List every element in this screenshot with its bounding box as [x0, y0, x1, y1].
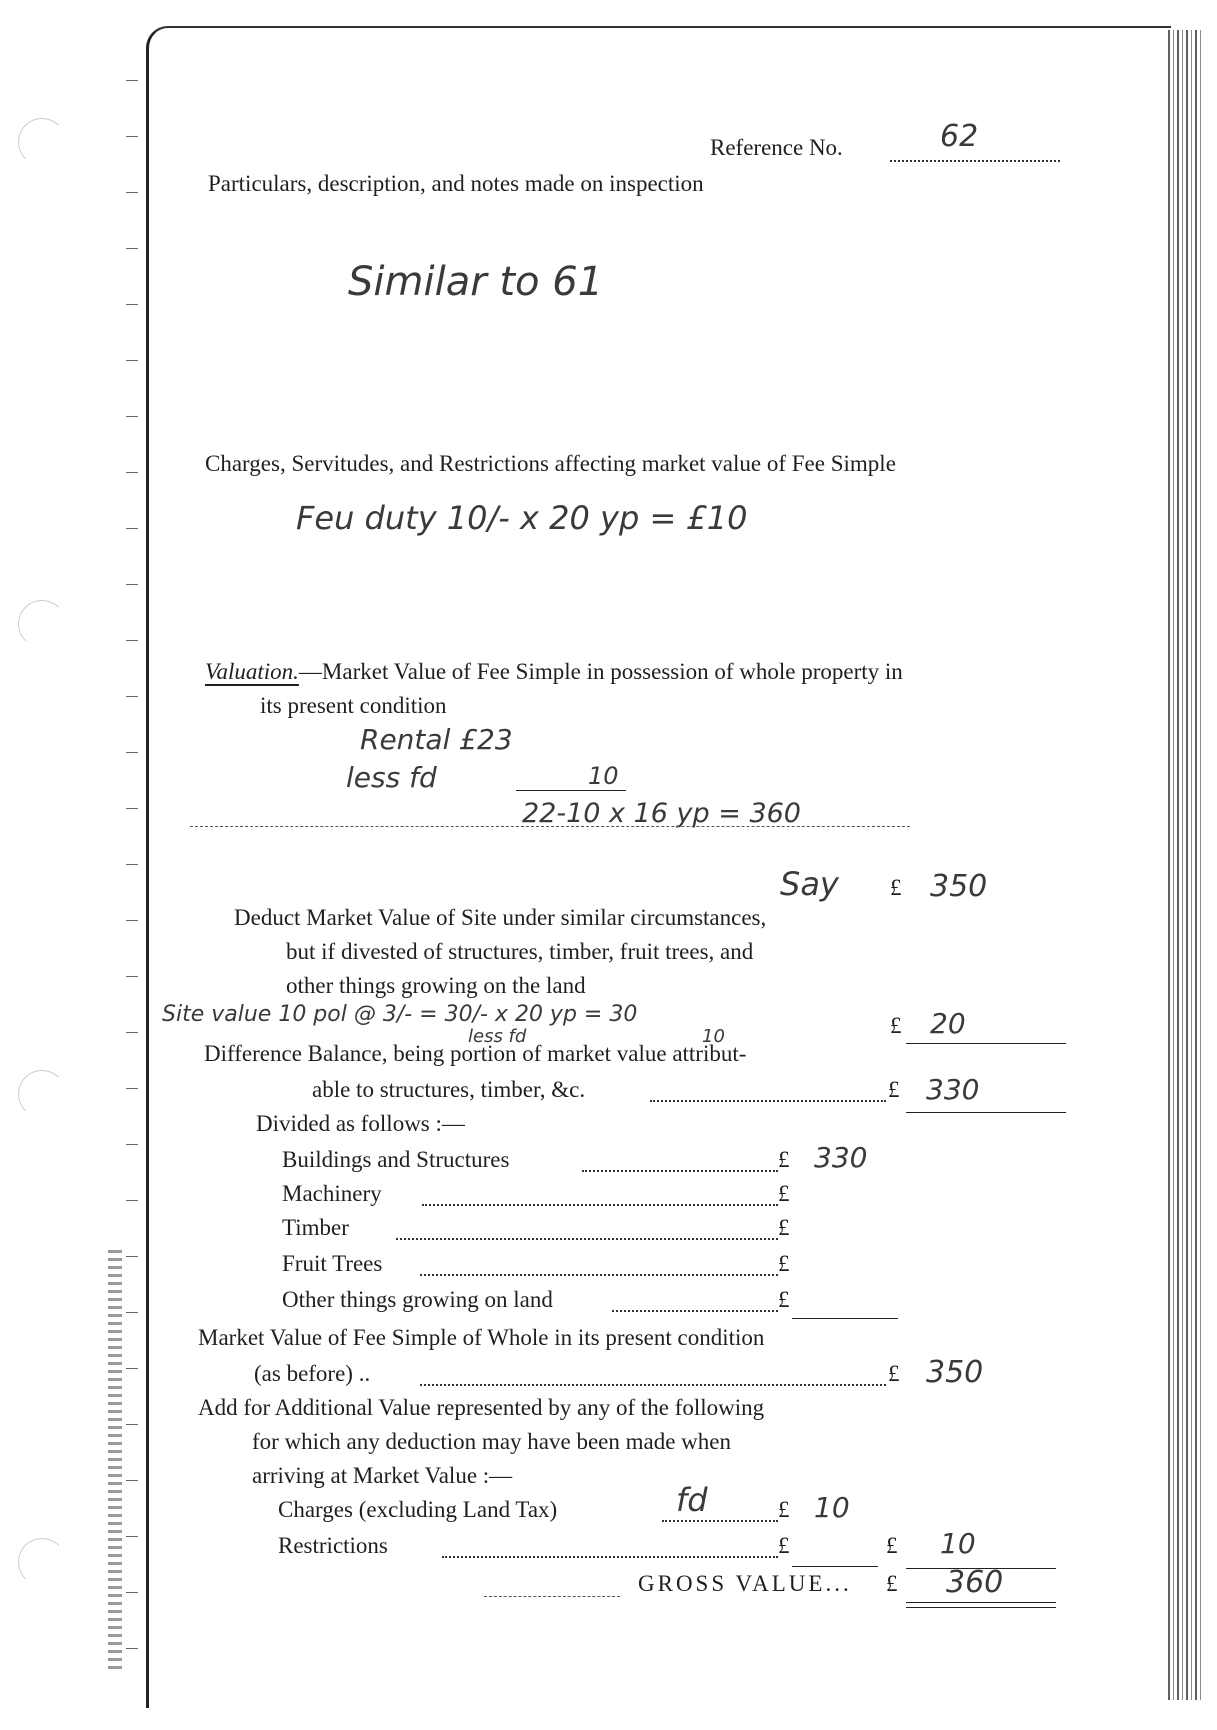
site-ten: 10	[702, 1026, 725, 1047]
item-buildings-currency: £	[778, 1147, 790, 1172]
restrictions-label: Restrictions	[278, 1533, 388, 1558]
valuation-label: Valuation.	[205, 659, 299, 684]
market-whole-line1: Market Value of Fee Simple of Whole in its present condition	[198, 1325, 765, 1350]
restrictions-leader	[442, 1556, 778, 1558]
difference-line2: able to structures, timber, &c.	[312, 1077, 586, 1102]
reference-leader	[890, 160, 1060, 162]
item-fruit-trees-currency: £	[778, 1251, 790, 1276]
restrictions-currency: £	[778, 1533, 790, 1558]
item-fruit-trees-label: Fruit Trees	[282, 1251, 383, 1276]
charges-note: Feu duty 10/- x 20 yp = £10	[296, 499, 748, 537]
gross-label: GROSS VALUE...	[638, 1571, 852, 1596]
charges-excl-value: 10	[814, 1491, 850, 1524]
calc-less-fd: less fd	[346, 761, 437, 794]
items-total-rule	[792, 1318, 898, 1319]
stacked-page-edges	[1168, 30, 1204, 1700]
difference-leader	[650, 1100, 886, 1102]
punch-hole-mark	[18, 1538, 66, 1586]
item-machinery-leader	[422, 1204, 778, 1206]
gross-rule-1	[906, 1602, 1056, 1603]
deduct-line2: but if divested of structures, timber, fruit trees, and	[286, 939, 754, 964]
difference-value-rule	[906, 1112, 1066, 1113]
additional-total-value: 10	[940, 1527, 976, 1560]
calc-dashed-line	[190, 826, 910, 827]
market-whole-currency: £	[888, 1361, 900, 1386]
item-timber-label: Timber	[282, 1215, 349, 1240]
item-buildings-value: 330	[814, 1141, 868, 1174]
deduct-line1: Deduct Market Value of Site under similar circumstances,	[234, 905, 767, 930]
say-label: Say	[780, 865, 839, 903]
difference-line1: Difference Balance, being portion of market value attribut-	[204, 1041, 747, 1066]
divided-heading: Divided as follows :—	[256, 1111, 465, 1136]
particulars-heading: Particulars, description, and notes made on inspection	[208, 171, 704, 196]
item-other-currency: £	[778, 1287, 790, 1312]
site-less-fd: less fd	[468, 1026, 527, 1047]
charges-excl-note: fd	[676, 1481, 708, 1519]
gross-dashes	[484, 1596, 620, 1597]
item-buildings-leader	[582, 1170, 778, 1172]
item-machinery-currency: £	[778, 1181, 790, 1206]
additional-line3: arriving at Market Value :—	[252, 1463, 513, 1488]
additional-total-currency: £	[886, 1533, 898, 1558]
gross-currency: £	[886, 1571, 898, 1596]
reference-value: 62	[940, 119, 979, 154]
reference-label: Reference No.	[710, 135, 843, 160]
item-timber-leader	[396, 1238, 778, 1240]
charges-excl-currency: £	[778, 1497, 790, 1522]
deduct-value-rule	[906, 1043, 1066, 1044]
item-other-label: Other things growing on land	[282, 1287, 553, 1312]
particulars-note: Similar to 61	[348, 259, 604, 305]
calc-ten: 10	[588, 762, 619, 790]
charges-excl-label: Charges (excluding Land Tax)	[278, 1497, 558, 1522]
form-sheet	[146, 26, 1171, 1708]
additional-line2: for which any deduction may have been made when	[252, 1429, 731, 1454]
difference-value: 330	[926, 1073, 980, 1106]
gross-rule-2	[906, 1607, 1056, 1608]
item-fruit-trees-leader	[420, 1274, 778, 1276]
say-value: 350	[930, 869, 988, 904]
market-whole-value: 350	[926, 1355, 984, 1390]
item-other-leader	[612, 1310, 778, 1312]
difference-currency: £	[888, 1077, 900, 1102]
deduct-currency: £	[890, 1013, 902, 1038]
item-timber-currency: £	[778, 1215, 790, 1240]
market-whole-leader	[420, 1384, 886, 1386]
site-value-note: Site value 10 pol @ 3/- = 30/- x 20 yp = 30	[162, 1002, 638, 1027]
say-currency: £	[890, 875, 902, 900]
gross-value: 360	[946, 1565, 1004, 1600]
deduct-line3: other things growing on the land	[286, 973, 586, 998]
charges-heading: Charges, Servitudes, and Restrictions affecting market value of Fee Simple	[205, 451, 896, 476]
punch-hole-mark	[18, 600, 66, 648]
calc-result: 22-10 x 16 yp = 360	[522, 798, 801, 829]
valuation-heading-text: —Market Value of Fee Simple in possession of whole property in	[298, 659, 903, 684]
market-whole-line2: (as before) ..	[254, 1361, 371, 1386]
calc-rental: Rental £23	[360, 723, 513, 756]
restrictions-rule	[792, 1566, 878, 1567]
calc-subtotal-rule	[516, 790, 626, 791]
binding-edge	[108, 1250, 122, 1670]
valuation-heading-line2: its present condition	[260, 693, 447, 718]
charges-excl-leader	[662, 1520, 778, 1522]
margin-ticks	[126, 80, 138, 1680]
valuation-heading	[205, 660, 903, 683]
item-buildings-label: Buildings and Structures	[282, 1147, 510, 1172]
deduct-value: 20	[930, 1007, 966, 1040]
punch-hole-mark	[18, 118, 66, 166]
item-machinery-label: Machinery	[282, 1181, 382, 1206]
additional-line1: Add for Additional Value represented by any of the following	[198, 1395, 765, 1420]
punch-hole-mark	[18, 1070, 66, 1118]
